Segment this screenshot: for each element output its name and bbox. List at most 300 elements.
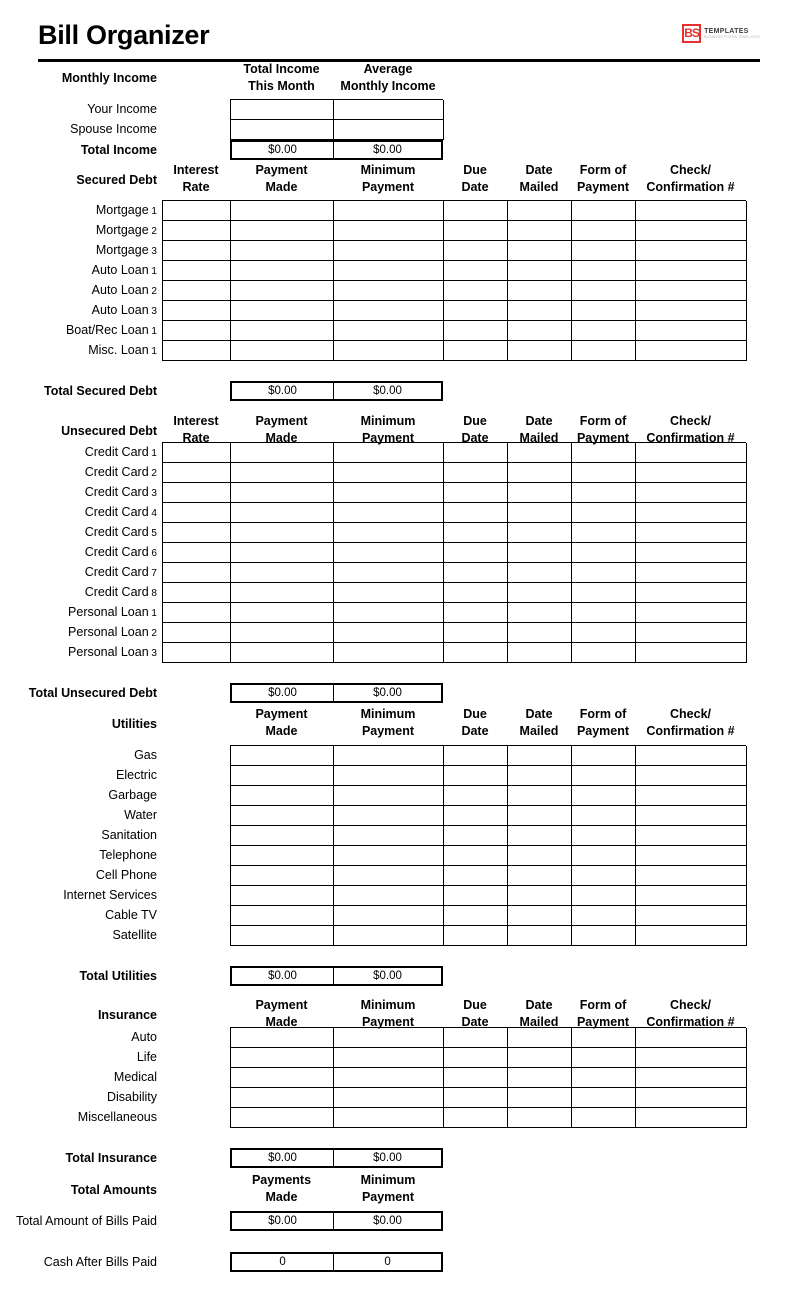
income-cell-spouse-average[interactable] bbox=[334, 120, 444, 140]
utilities-cell[interactable] bbox=[572, 906, 636, 926]
secured-debt-cell[interactable] bbox=[636, 241, 747, 261]
insurance-cell[interactable] bbox=[572, 1088, 636, 1108]
unsecured-debt-cell[interactable] bbox=[508, 463, 572, 483]
insurance-cell[interactable] bbox=[636, 1068, 747, 1088]
unsecured-debt-cell[interactable] bbox=[444, 443, 508, 463]
unsecured-debt-row-index: 2 bbox=[148, 468, 157, 479]
utilities-cell[interactable] bbox=[231, 886, 334, 906]
unsecured-debt-cell[interactable] bbox=[163, 563, 231, 583]
utilities-cell[interactable] bbox=[636, 746, 747, 766]
secured-debt-cell[interactable] bbox=[231, 241, 334, 261]
insurance-cell[interactable] bbox=[231, 1108, 334, 1128]
utilities-cell[interactable] bbox=[508, 766, 572, 786]
unsecured-debt-row-label bbox=[0, 482, 157, 504]
unsecured-debt-cell[interactable] bbox=[508, 643, 572, 663]
unsecured-debt-cell[interactable] bbox=[508, 623, 572, 643]
unsecured-debt-row-index: 3 bbox=[148, 648, 157, 659]
insurance-cell[interactable] bbox=[444, 1068, 508, 1088]
secured-debt-cell[interactable] bbox=[444, 261, 508, 281]
insurance-total-minimum-payment: $0.00 bbox=[373, 1152, 402, 1164]
unsecured-debt-row-index: 1 bbox=[148, 448, 157, 459]
unsecured-debt-row-index: 8 bbox=[148, 588, 157, 599]
secured-debt-cell[interactable] bbox=[334, 301, 444, 321]
secured-debt-cell[interactable] bbox=[231, 321, 334, 341]
unsecured-col-form-of-payment: Form of Payment bbox=[576, 414, 630, 445]
secured-debt-cell[interactable] bbox=[163, 341, 231, 361]
insurance-cell[interactable] bbox=[231, 1028, 334, 1048]
utilities-cell[interactable] bbox=[334, 766, 444, 786]
income-col-total-income bbox=[230, 61, 333, 95]
utilities-cell[interactable] bbox=[636, 806, 747, 826]
utilities-row-name: Water bbox=[124, 808, 157, 822]
utilities-col-minimum-payment: Minimum Payment bbox=[360, 707, 416, 738]
insurance-cell[interactable] bbox=[636, 1048, 747, 1068]
secured-debt-row-name: Mortgage bbox=[95, 203, 149, 217]
utilities-cell[interactable] bbox=[231, 906, 334, 926]
unsecured-debt-row-index: 3 bbox=[148, 488, 157, 499]
unsecured-debt-row-name: Personal Loan bbox=[68, 625, 149, 639]
utilities-cell[interactable] bbox=[572, 786, 636, 806]
unsecured-debt-cell[interactable] bbox=[231, 523, 334, 543]
utilities-cell[interactable] bbox=[508, 826, 572, 846]
secured-debt-cell[interactable] bbox=[334, 241, 444, 261]
utilities-cell[interactable] bbox=[334, 826, 444, 846]
unsecured-debt-cell[interactable] bbox=[163, 603, 231, 623]
utilities-cell[interactable] bbox=[231, 826, 334, 846]
secured-debt-grid[interactable] bbox=[162, 200, 746, 361]
unsecured-debt-cell[interactable] bbox=[231, 483, 334, 503]
secured-debt-cell[interactable] bbox=[231, 221, 334, 241]
secured-debt-cell[interactable] bbox=[444, 221, 508, 241]
unsecured-debt-cell[interactable] bbox=[163, 583, 231, 603]
utilities-cell[interactable] bbox=[334, 746, 444, 766]
utilities-row-label bbox=[0, 845, 157, 865]
unsecured-debt-cell[interactable] bbox=[636, 643, 747, 663]
secured-debt-cell[interactable] bbox=[636, 301, 747, 321]
insurance-cell[interactable] bbox=[508, 1088, 572, 1108]
utilities-cell[interactable] bbox=[334, 926, 444, 946]
secured-debt-row-index: 2 bbox=[148, 226, 157, 237]
insurance-cell[interactable] bbox=[572, 1048, 636, 1068]
utilities-cell[interactable] bbox=[231, 746, 334, 766]
unsecured-debt-cell[interactable] bbox=[508, 443, 572, 463]
utilities-row-name: Cell Phone bbox=[95, 868, 157, 882]
secured-debt-cell[interactable] bbox=[508, 261, 572, 281]
unsecured-debt-cell[interactable] bbox=[572, 523, 636, 543]
utilities-cell[interactable] bbox=[334, 846, 444, 866]
unsecured-debt-cell[interactable] bbox=[334, 543, 444, 563]
secured-debt-cell[interactable] bbox=[334, 221, 444, 241]
utilities-row-label bbox=[0, 805, 157, 825]
income-cell-your-average[interactable] bbox=[334, 100, 444, 120]
utilities-cell[interactable] bbox=[636, 886, 747, 906]
unsecured-debt-cell[interactable] bbox=[572, 463, 636, 483]
secured-debt-cell[interactable] bbox=[444, 201, 508, 221]
secured-debt-cell[interactable] bbox=[444, 321, 508, 341]
insurance-row-name: Auto bbox=[131, 1030, 157, 1044]
secured-debt-cell[interactable] bbox=[508, 201, 572, 221]
income-input-grid[interactable] bbox=[230, 99, 443, 140]
insurance-cell[interactable] bbox=[508, 1048, 572, 1068]
insurance-cell[interactable] bbox=[231, 1048, 334, 1068]
insurance-cell[interactable] bbox=[334, 1028, 444, 1048]
unsecured-debt-cell[interactable] bbox=[572, 483, 636, 503]
unsecured-debt-cell[interactable] bbox=[444, 503, 508, 523]
utilities-cell[interactable] bbox=[231, 786, 334, 806]
utilities-cell[interactable] bbox=[334, 806, 444, 826]
unsecured-debt-cell[interactable] bbox=[334, 583, 444, 603]
secured-debt-cell[interactable] bbox=[163, 221, 231, 241]
utilities-row-label bbox=[0, 885, 157, 905]
unsecured-debt-cell[interactable] bbox=[231, 643, 334, 663]
utilities-cell[interactable] bbox=[508, 846, 572, 866]
secured-debt-cell[interactable] bbox=[508, 281, 572, 301]
unsecured-debt-row-label bbox=[0, 542, 157, 564]
unsecured-debt-cell[interactable] bbox=[231, 503, 334, 523]
income-cell-your-total[interactable] bbox=[231, 100, 334, 120]
unsecured-debt-cell[interactable] bbox=[334, 443, 444, 463]
secured-debt-cell[interactable] bbox=[508, 221, 572, 241]
utilities-cell[interactable] bbox=[334, 786, 444, 806]
utilities-row-label bbox=[0, 905, 157, 925]
secured-debt-cell[interactable] bbox=[231, 281, 334, 301]
insurance-cell[interactable] bbox=[444, 1088, 508, 1108]
utilities-cell[interactable] bbox=[444, 786, 508, 806]
insurance-cell[interactable] bbox=[572, 1108, 636, 1128]
unsecured-debt-cell[interactable] bbox=[163, 443, 231, 463]
insurance-cell[interactable] bbox=[636, 1108, 747, 1128]
secured-debt-row-index: 1 bbox=[148, 326, 157, 337]
utilities-cell[interactable] bbox=[636, 866, 747, 886]
unsecured-debt-cell[interactable] bbox=[572, 643, 636, 663]
unsecured-total-payment-made: $0.00 bbox=[232, 685, 334, 701]
totals-bills-paid-minimum-payment: $0.00 bbox=[373, 1215, 402, 1227]
unsecured-debt-cell[interactable] bbox=[444, 603, 508, 623]
unsecured-debt-row-name: Credit Card bbox=[84, 525, 149, 539]
utilities-cell[interactable] bbox=[572, 886, 636, 906]
unsecured-debt-cell[interactable] bbox=[636, 603, 747, 623]
unsecured-debt-cell[interactable] bbox=[508, 543, 572, 563]
totals-col-minimum-payment: Minimum Payment bbox=[360, 1173, 416, 1204]
utilities-cell[interactable] bbox=[444, 766, 508, 786]
unsecured-debt-cell[interactable] bbox=[572, 623, 636, 643]
totals-bills-paid-label: Total Amount of Bills Paid bbox=[15, 1214, 157, 1228]
unsecured-debt-cell[interactable] bbox=[334, 603, 444, 623]
secured-debt-cell[interactable] bbox=[508, 241, 572, 261]
unsecured-debt-row-label bbox=[0, 562, 157, 584]
unsecured-debt-cell[interactable] bbox=[163, 463, 231, 483]
utilities-cell[interactable] bbox=[334, 866, 444, 886]
unsecured-debt-cell[interactable] bbox=[636, 503, 747, 523]
utilities-cell[interactable] bbox=[636, 786, 747, 806]
secured-debt-cell[interactable] bbox=[572, 321, 636, 341]
secured-debt-cell[interactable] bbox=[572, 241, 636, 261]
unsecured-debt-cell[interactable] bbox=[508, 503, 572, 523]
utilities-cell[interactable] bbox=[636, 926, 747, 946]
unsecured-debt-cell[interactable] bbox=[444, 483, 508, 503]
unsecured-debt-cell[interactable] bbox=[334, 563, 444, 583]
insurance-grid[interactable] bbox=[230, 1027, 746, 1128]
insurance-cell[interactable] bbox=[334, 1088, 444, 1108]
insurance-cell[interactable] bbox=[334, 1048, 444, 1068]
utilities-cell[interactable] bbox=[572, 806, 636, 826]
unsecured-debt-grid[interactable] bbox=[162, 442, 746, 663]
unsecured-debt-row-label bbox=[0, 602, 157, 624]
utilities-cell[interactable] bbox=[231, 866, 334, 886]
unsecured-debt-cell[interactable] bbox=[572, 443, 636, 463]
unsecured-debt-cell[interactable] bbox=[334, 523, 444, 543]
unsecured-debt-row-index: 5 bbox=[148, 528, 157, 539]
utilities-cell[interactable] bbox=[444, 886, 508, 906]
unsecured-debt-cell[interactable] bbox=[231, 623, 334, 643]
utilities-cell[interactable] bbox=[572, 846, 636, 866]
insurance-row-name: Life bbox=[136, 1050, 157, 1064]
insurance-cell[interactable] bbox=[572, 1068, 636, 1088]
unsecured-debt-cell[interactable] bbox=[572, 563, 636, 583]
unsecured-debt-cell[interactable] bbox=[163, 623, 231, 643]
unsecured-debt-cell[interactable] bbox=[508, 483, 572, 503]
unsecured-debt-cell[interactable] bbox=[636, 583, 747, 603]
utilities-cell[interactable] bbox=[508, 886, 572, 906]
unsecured-debt-cell[interactable] bbox=[508, 603, 572, 623]
unsecured-debt-cell[interactable] bbox=[636, 443, 747, 463]
unsecured-debt-cell[interactable] bbox=[444, 563, 508, 583]
insurance-cell[interactable] bbox=[444, 1048, 508, 1068]
secured-debt-row-label bbox=[0, 200, 157, 222]
secured-debt-cell[interactable] bbox=[572, 201, 636, 221]
secured-debt-cell[interactable] bbox=[572, 281, 636, 301]
unsecured-debt-cell[interactable] bbox=[231, 543, 334, 563]
insurance-cell[interactable] bbox=[334, 1108, 444, 1128]
secured-debt-cell[interactable] bbox=[636, 221, 747, 241]
unsecured-debt-cell[interactable] bbox=[163, 643, 231, 663]
unsecured-debt-cell[interactable] bbox=[636, 463, 747, 483]
income-row-label-spouse-income: Spouse Income bbox=[70, 122, 157, 136]
totals-cash-after-box bbox=[230, 1252, 443, 1272]
insurance-cell[interactable] bbox=[334, 1068, 444, 1088]
utilities-row-name: Gas bbox=[134, 748, 157, 762]
secured-debt-cell[interactable] bbox=[508, 301, 572, 321]
utilities-cell[interactable] bbox=[444, 906, 508, 926]
utilities-cell[interactable] bbox=[636, 766, 747, 786]
unsecured-debt-cell[interactable] bbox=[508, 583, 572, 603]
utilities-cell[interactable] bbox=[572, 766, 636, 786]
secured-debt-cell[interactable] bbox=[508, 321, 572, 341]
utilities-cell[interactable] bbox=[444, 866, 508, 886]
secured-debt-cell[interactable] bbox=[572, 261, 636, 281]
unsecured-debt-row-name: Credit Card bbox=[84, 565, 149, 579]
unsecured-debt-cell[interactable] bbox=[163, 523, 231, 543]
unsecured-debt-cell[interactable] bbox=[334, 623, 444, 643]
unsecured-debt-cell[interactable] bbox=[444, 523, 508, 543]
unsecured-debt-cell[interactable] bbox=[334, 463, 444, 483]
unsecured-debt-cell[interactable] bbox=[636, 563, 747, 583]
insurance-cell[interactable] bbox=[636, 1028, 747, 1048]
utilities-cell[interactable] bbox=[508, 926, 572, 946]
secured-debt-cell[interactable] bbox=[508, 341, 572, 361]
unsecured-debt-cell[interactable] bbox=[163, 543, 231, 563]
unsecured-debt-cell[interactable] bbox=[231, 603, 334, 623]
unsecured-total-minimum-payment: $0.00 bbox=[373, 687, 402, 699]
secured-debt-cell[interactable] bbox=[444, 341, 508, 361]
secured-debt-cell[interactable] bbox=[163, 201, 231, 221]
utilities-cell[interactable] bbox=[636, 906, 747, 926]
secured-debt-cell[interactable] bbox=[636, 201, 747, 221]
utilities-cell[interactable] bbox=[636, 826, 747, 846]
utilities-cell[interactable] bbox=[636, 846, 747, 866]
unsecured-debt-cell[interactable] bbox=[444, 463, 508, 483]
secured-debt-cell[interactable] bbox=[163, 281, 231, 301]
unsecured-col-interest-rate: Interest Rate bbox=[173, 414, 219, 445]
secured-debt-cell[interactable] bbox=[163, 321, 231, 341]
section-label-insurance: Insurance bbox=[97, 1008, 157, 1022]
income-cell-spouse-total[interactable] bbox=[231, 120, 334, 140]
income-col-total-income-line1: Total Income bbox=[243, 62, 320, 76]
secured-debt-cell[interactable] bbox=[334, 281, 444, 301]
document-header bbox=[38, 18, 760, 60]
secured-debt-cell[interactable] bbox=[231, 341, 334, 361]
unsecured-debt-cell[interactable] bbox=[636, 523, 747, 543]
unsecured-debt-row-name: Credit Card bbox=[84, 485, 149, 499]
unsecured-debt-cell[interactable] bbox=[163, 503, 231, 523]
unsecured-debt-cell[interactable] bbox=[163, 483, 231, 503]
insurance-cell[interactable] bbox=[636, 1088, 747, 1108]
secured-debt-cell[interactable] bbox=[444, 301, 508, 321]
insurance-cell[interactable] bbox=[231, 1088, 334, 1108]
secured-debt-cell[interactable] bbox=[231, 301, 334, 321]
insurance-cell[interactable] bbox=[444, 1028, 508, 1048]
utilities-cell[interactable] bbox=[508, 866, 572, 886]
utilities-cell[interactable] bbox=[444, 746, 508, 766]
section-label-total-amounts: Total Amounts bbox=[70, 1183, 157, 1197]
utilities-cell[interactable] bbox=[508, 806, 572, 826]
utilities-grid[interactable] bbox=[230, 745, 746, 946]
utilities-cell[interactable] bbox=[508, 746, 572, 766]
secured-debt-cell[interactable] bbox=[163, 261, 231, 281]
unsecured-debt-cell[interactable] bbox=[444, 583, 508, 603]
utilities-cell[interactable] bbox=[572, 746, 636, 766]
income-col-average-line1: Average bbox=[363, 62, 413, 76]
section-label-unsecured-debt: Unsecured Debt bbox=[61, 424, 157, 438]
unsecured-debt-cell[interactable] bbox=[636, 543, 747, 563]
secured-debt-cell[interactable] bbox=[334, 321, 444, 341]
utilities-row-name: Garbage bbox=[108, 788, 157, 802]
insurance-cell[interactable] bbox=[508, 1028, 572, 1048]
unsecured-debt-cell[interactable] bbox=[572, 543, 636, 563]
secured-debt-cell[interactable] bbox=[572, 301, 636, 321]
insurance-cell[interactable] bbox=[444, 1108, 508, 1128]
utilities-cell[interactable] bbox=[231, 766, 334, 786]
utilities-cell[interactable] bbox=[334, 906, 444, 926]
unsecured-debt-cell[interactable] bbox=[636, 483, 747, 503]
utilities-total-payment-made: $0.00 bbox=[232, 968, 334, 984]
utilities-cell[interactable] bbox=[231, 846, 334, 866]
secured-debt-cell[interactable] bbox=[572, 221, 636, 241]
unsecured-debt-row-name: Credit Card bbox=[84, 445, 149, 459]
secured-debt-cell[interactable] bbox=[334, 341, 444, 361]
utilities-cell[interactable] bbox=[444, 926, 508, 946]
utilities-col-form-of-payment: Form of Payment bbox=[576, 707, 630, 738]
utilities-cell[interactable] bbox=[572, 926, 636, 946]
secured-debt-cell[interactable] bbox=[636, 341, 747, 361]
unsecured-debt-cell[interactable] bbox=[444, 643, 508, 663]
utilities-row-label bbox=[0, 765, 157, 785]
unsecured-debt-cell[interactable] bbox=[508, 523, 572, 543]
unsecured-debt-cell[interactable] bbox=[334, 483, 444, 503]
unsecured-debt-cell[interactable] bbox=[231, 563, 334, 583]
utilities-cell[interactable] bbox=[508, 786, 572, 806]
insurance-cell[interactable] bbox=[508, 1068, 572, 1088]
utilities-col-payment-made: Payment Made bbox=[255, 707, 308, 738]
unsecured-debt-cell[interactable] bbox=[231, 463, 334, 483]
unsecured-debt-cell[interactable] bbox=[508, 563, 572, 583]
secured-total-label: Total Secured Debt bbox=[44, 384, 157, 398]
unsecured-debt-cell[interactable] bbox=[572, 583, 636, 603]
utilities-cell[interactable] bbox=[231, 926, 334, 946]
secured-debt-row-index: 1 bbox=[148, 346, 157, 357]
unsecured-debt-cell[interactable] bbox=[231, 443, 334, 463]
secured-debt-cell[interactable] bbox=[636, 281, 747, 301]
secured-debt-row-label bbox=[0, 240, 157, 262]
utilities-row-name: Internet Services bbox=[63, 888, 157, 902]
secured-debt-row-index: 2 bbox=[148, 286, 157, 297]
unsecured-debt-cell[interactable] bbox=[572, 603, 636, 623]
secured-debt-cell[interactable] bbox=[163, 241, 231, 261]
utilities-cell[interactable] bbox=[231, 806, 334, 826]
insurance-cell[interactable] bbox=[572, 1028, 636, 1048]
unsecured-debt-cell[interactable] bbox=[636, 623, 747, 643]
utilities-cell[interactable] bbox=[444, 846, 508, 866]
utilities-row-label bbox=[0, 865, 157, 885]
secured-debt-cell[interactable] bbox=[334, 201, 444, 221]
income-col-average bbox=[333, 61, 443, 95]
utilities-cell[interactable] bbox=[334, 886, 444, 906]
utilities-cell[interactable] bbox=[508, 906, 572, 926]
utilities-cell[interactable] bbox=[572, 866, 636, 886]
utilities-cell[interactable] bbox=[444, 826, 508, 846]
secured-debt-cell[interactable] bbox=[231, 261, 334, 281]
secured-debt-cell[interactable] bbox=[231, 201, 334, 221]
secured-debt-cell[interactable] bbox=[444, 281, 508, 301]
secured-debt-cell[interactable] bbox=[163, 301, 231, 321]
secured-col-payment-made: Payment Made bbox=[255, 163, 308, 194]
secured-debt-cell[interactable] bbox=[572, 341, 636, 361]
secured-debt-row-name: Mortgage bbox=[95, 243, 149, 257]
unsecured-debt-cell[interactable] bbox=[572, 503, 636, 523]
secured-debt-cell[interactable] bbox=[636, 321, 747, 341]
unsecured-debt-cell[interactable] bbox=[334, 643, 444, 663]
insurance-total-payment-made: $0.00 bbox=[232, 1150, 334, 1166]
utilities-cell[interactable] bbox=[444, 806, 508, 826]
unsecured-debt-cell[interactable] bbox=[444, 543, 508, 563]
utilities-cell[interactable] bbox=[572, 826, 636, 846]
unsecured-debt-cell[interactable] bbox=[444, 623, 508, 643]
secured-debt-cell[interactable] bbox=[636, 261, 747, 281]
utilities-row-name: Electric bbox=[116, 768, 157, 782]
unsecured-col-due-date: Due Date bbox=[461, 414, 489, 445]
secured-debt-cell[interactable] bbox=[444, 241, 508, 261]
utilities-row-label bbox=[0, 745, 157, 765]
secured-debt-row-index: 3 bbox=[148, 306, 157, 317]
insurance-cell[interactable] bbox=[231, 1068, 334, 1088]
insurance-cell[interactable] bbox=[508, 1108, 572, 1128]
insurance-row-label bbox=[0, 1067, 157, 1087]
unsecured-debt-cell[interactable] bbox=[231, 583, 334, 603]
logo-mark-icon: BS bbox=[682, 24, 701, 43]
secured-debt-cell[interactable] bbox=[334, 261, 444, 281]
unsecured-debt-cell[interactable] bbox=[334, 503, 444, 523]
section-label-monthly-income: Monthly Income bbox=[61, 71, 157, 85]
